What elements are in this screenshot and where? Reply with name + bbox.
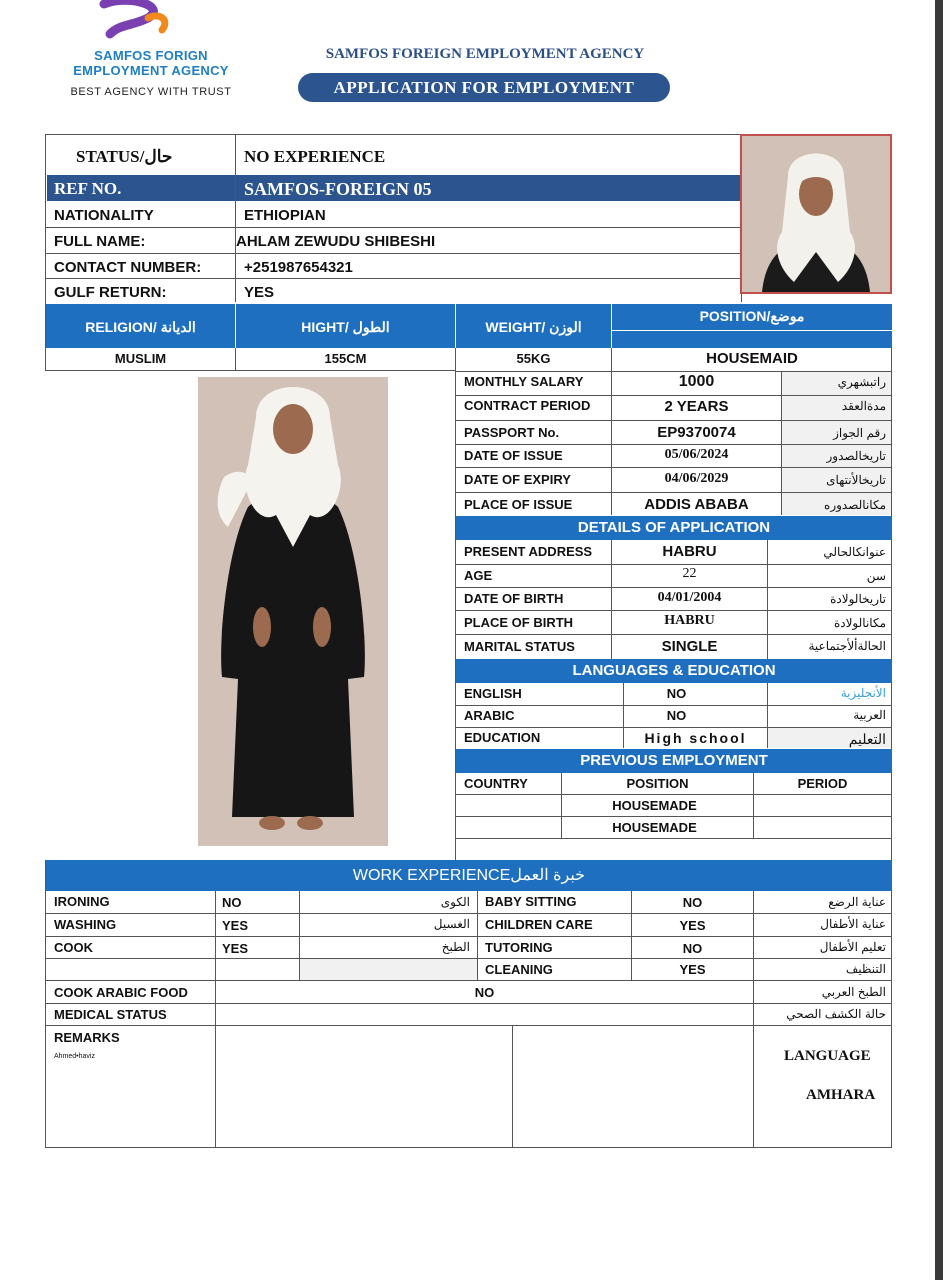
country-header: COUNTRY — [464, 776, 528, 791]
babysitting-label: BABY SITTING — [485, 894, 577, 909]
arabic-label: ARABIC — [464, 708, 515, 723]
medical-label: MEDICAL STATUS — [54, 1007, 167, 1022]
english-value: NO — [666, 686, 687, 701]
salary-arabic: راتبشهري — [837, 375, 886, 389]
grid-line — [611, 330, 892, 331]
babysitting-arabic: عناية الرضع — [828, 895, 886, 909]
grid-line — [456, 492, 892, 493]
position-header: POSITION/موضع — [699, 308, 805, 324]
logo-line2: EMPLOYMENT AGENCY — [73, 63, 229, 78]
washing-arabic: الغسيل — [433, 917, 470, 931]
dob-value: 04/01/2004 — [657, 590, 722, 605]
babysitting-value: NO — [682, 895, 703, 910]
tutoring-label: TUTORING — [485, 940, 553, 955]
grid-line — [512, 1025, 513, 1148]
address-arabic: عنوانكالحالي — [823, 545, 886, 559]
arabic-food-value: NO — [474, 985, 495, 1000]
issue-date-label: DATE OF ISSUE — [464, 448, 563, 463]
religion-header: RELIGION/ الديانة — [85, 319, 196, 335]
remarks-note: Ahmed•haviz — [54, 1053, 95, 1060]
grid-line — [45, 370, 456, 371]
languages-title: LANGUAGES & EDUCATION — [572, 662, 776, 679]
english-label: ENGLISH — [464, 686, 522, 701]
prev-row-1-position: HOUSEMADE — [612, 798, 697, 813]
cook-value: YES — [222, 941, 249, 956]
dob-label: DATE OF BIRTH — [464, 591, 564, 606]
education-value: High school — [644, 730, 747, 746]
position-value: HOUSEMAID — [706, 350, 798, 367]
cook-label: COOK — [54, 940, 93, 955]
expiry-date-value: 04/06/2029 — [664, 471, 729, 486]
contact-value: +251987654321 — [244, 259, 353, 276]
grid-line — [215, 980, 216, 1148]
marital-label: MARITAL STATUS — [464, 639, 575, 654]
grid-line — [45, 134, 742, 135]
status-value: NO EXPERIENCE — [244, 147, 386, 166]
cleaning-arabic: التنظيف — [845, 962, 886, 976]
salary-label: MONTHLY SALARY — [464, 374, 584, 389]
tutoring-value: NO — [682, 941, 703, 956]
washing-label: WASHING — [54, 917, 117, 932]
grid-line — [456, 838, 892, 839]
arabic-cells-bg — [782, 371, 891, 515]
grid-line — [891, 348, 892, 860]
english-arabic: الأنجليزية — [840, 686, 886, 700]
form-title: APPLICATION FOR EMPLOYMENT — [298, 73, 670, 102]
logo-line1: SAMFOS FORIGN — [94, 48, 208, 63]
status-label: STATUS/حال — [76, 147, 173, 166]
contract-period-arabic: مدةالعقد — [841, 399, 886, 413]
logo-tagline: BEST AGENCY WITH TRUST — [70, 86, 232, 98]
expiry-date-arabic: تاريخالأنتهاى — [826, 473, 886, 487]
age-arabic: سن — [866, 569, 886, 583]
grid-line — [456, 467, 892, 468]
marital-value: SINGLE — [661, 638, 718, 655]
passport-label: PASSPORT No. — [464, 425, 560, 440]
grid-line — [456, 816, 892, 817]
education-arabic: التعليم — [848, 731, 886, 747]
grid-line — [46, 1025, 892, 1026]
place-issue-label: PLACE OF ISSUE — [464, 497, 573, 512]
passport-value: EP9370074 — [657, 424, 736, 441]
ironing-label: IRONING — [54, 894, 110, 909]
empty-cell-bg — [300, 959, 477, 980]
pob-label: PLACE OF BIRTH — [464, 615, 574, 630]
full-body-image — [198, 377, 388, 846]
passport-photo — [740, 134, 892, 294]
issue-date-arabic: تاريخالصدور — [826, 449, 886, 463]
ironing-value: NO — [222, 895, 242, 910]
contract-period-label: CONTRACT PERIOD — [464, 398, 591, 413]
grid-line — [45, 278, 742, 279]
grid-line — [611, 371, 612, 515]
agency-name: SAMFOS FOREIGN EMPLOYMENT AGENCY — [325, 46, 645, 62]
height-header: HIGHT/ الطول — [301, 319, 390, 335]
grid-line — [456, 420, 892, 421]
arabic-arabic: العربية — [853, 708, 886, 722]
expiry-date-label: DATE OF EXPIRY — [464, 472, 571, 487]
fullname-label: FULL NAME: — [54, 233, 146, 250]
arabic-food-arabic: الطبخ العربي — [821, 985, 886, 999]
grid-line — [45, 227, 742, 228]
cleaning-label: CLEANING — [485, 962, 553, 977]
grid-line — [455, 348, 456, 860]
prev-row-2-position: HOUSEMADE — [612, 820, 697, 835]
dob-arabic: تاريخالولادة — [830, 592, 886, 606]
grid-line — [46, 980, 892, 981]
age-value: 22 — [682, 566, 697, 581]
pob-arabic: مكانالولادة — [833, 616, 886, 630]
grid-line — [781, 371, 782, 515]
language-label: LANGUAGE — [784, 1048, 871, 1064]
logo-swoosh-icon — [98, 0, 174, 40]
previous-title: PREVIOUS EMPLOYMENT — [580, 752, 768, 769]
address-label: PRESENT ADDRESS — [464, 544, 593, 559]
marital-arabic: الحالةألأجتماعية — [808, 639, 886, 653]
childcare-value: YES — [679, 918, 706, 933]
ref-value: SAMFOS-FOREIGN 05 — [244, 179, 432, 199]
work-title: WORK EXPERIENCEخبرة العمل — [352, 867, 586, 884]
nationality-value: ETHIOPIAN — [244, 207, 326, 224]
language-value: AMHARA — [806, 1087, 876, 1103]
agency-logo — [40, 0, 262, 102]
cook-arabic: الطبخ — [441, 940, 470, 954]
childcare-label: CHILDREN CARE — [485, 917, 593, 932]
position-col-header: POSITION — [626, 776, 689, 791]
salary-value: 1000 — [678, 373, 715, 390]
nationality-label: NATIONALITY — [54, 207, 154, 224]
pob-value: HABRU — [664, 613, 715, 628]
grid-line — [46, 1147, 892, 1148]
childcare-arabic: عناية الأطفال — [820, 917, 886, 931]
gulf-value: YES — [244, 284, 275, 301]
weight-value: 55KG — [516, 351, 551, 366]
full-body-photo — [198, 377, 388, 846]
grid-line — [235, 134, 236, 302]
cleaning-value: YES — [679, 962, 706, 977]
education-label: EDUCATION — [464, 730, 541, 745]
religion-value: MUSLIM — [114, 351, 167, 366]
grid-line — [456, 634, 892, 635]
contract-period-value: 2 YEARS — [664, 398, 729, 415]
remarks-label: REMARKS — [54, 1030, 120, 1045]
weight-header: WEIGHT/ الوزن — [485, 319, 582, 335]
passport-arabic: رقم الجواز — [833, 426, 886, 440]
arabic-value: NO — [666, 708, 687, 723]
period-header: PERIOD — [797, 776, 848, 791]
contact-label: CONTACT NUMBER: — [54, 259, 202, 276]
fullname-value: AHLAM ZEWUDU SHIBESHI — [236, 233, 436, 250]
address-value: HABRU — [662, 543, 717, 560]
arabic-food-label: COOK ARABIC FOOD — [54, 985, 188, 1000]
medical-arabic: حالة الكشف الصحي — [786, 1007, 886, 1021]
gulf-label: GULF RETURN: — [54, 284, 167, 301]
ref-label: REF NO. — [54, 179, 122, 198]
tutoring-arabic: تعليم الأطفال — [819, 940, 886, 954]
grid-line — [45, 253, 742, 254]
page-edge — [935, 0, 943, 1280]
age-label: AGE — [464, 568, 493, 583]
place-issue-arabic: مكانالصدوره — [824, 498, 886, 512]
ironing-arabic: الكوى — [440, 895, 470, 909]
grid-line — [891, 891, 892, 1148]
place-issue-value: ADDIS ABABA — [644, 496, 749, 513]
height-value: 155CM — [324, 351, 367, 366]
portrait-image — [742, 136, 890, 292]
issue-date-value: 05/06/2024 — [664, 447, 729, 462]
grid-line — [45, 860, 46, 1148]
grid-line — [456, 794, 892, 795]
details-title: DETAILS OF APPLICATION — [577, 519, 771, 536]
washing-value: YES — [222, 918, 249, 933]
